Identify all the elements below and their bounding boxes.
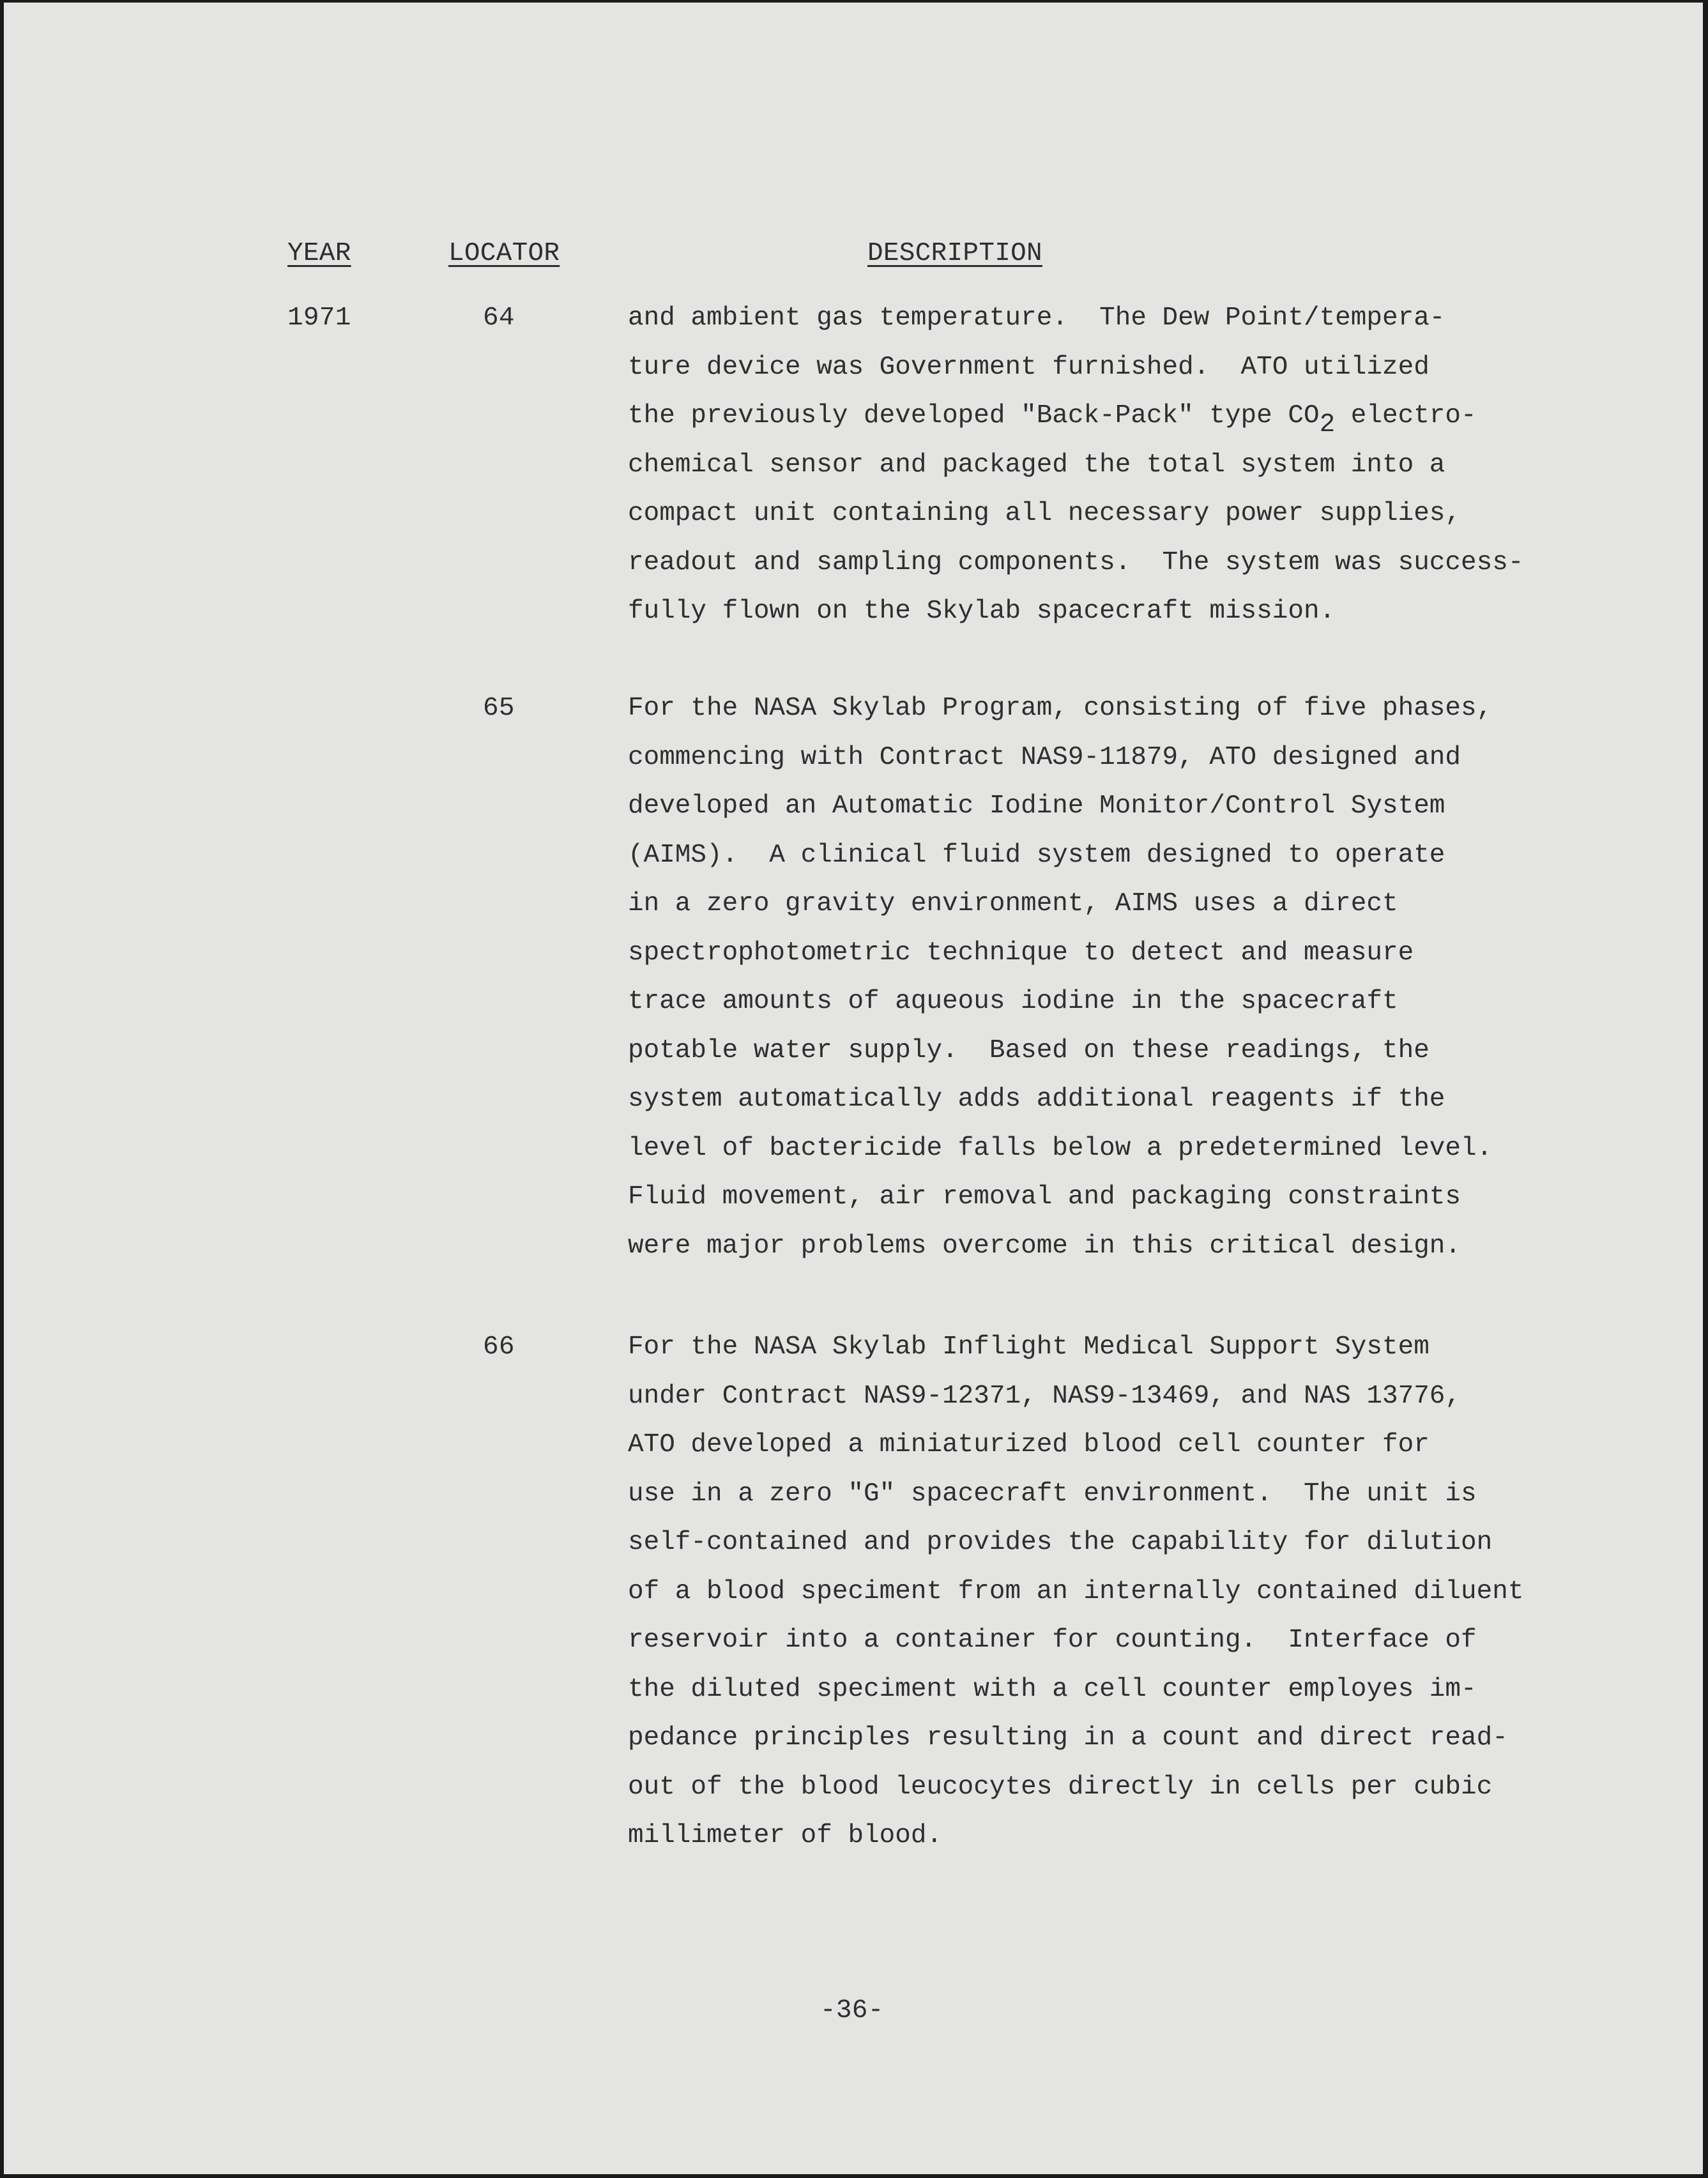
description-line: use in a zero "G" spacecraft environment. The unit is [628,1479,1477,1509]
description-line: (AIMS). A clinical fluid system designed to operate [628,840,1445,870]
description-line: spectrophotometric technique to detect and measure [628,938,1414,968]
entry-65-description [628,684,1492,1270]
description-line: the diluted speciment with a cell counter employes im- [628,1674,1477,1704]
description-line [628,392,1523,441]
description-line: For the NASA Skylab Inflight Medical Support System [628,1332,1430,1362]
locator-64: 64 [483,303,515,333]
subscript-text: 2 [1319,410,1336,439]
description-line: compact unit containing all necessary power supplies, [628,499,1461,528]
description-line: in a zero gravity environment, AIMS uses a direct [628,889,1398,918]
description-line: developed an Automatic Iodine Monitor/Control System [628,791,1445,821]
locator-66: 66 [483,1332,515,1362]
column-header-locator: LOCATOR [448,239,560,268]
description-line: were major problems overcome in this critical design. [628,1231,1461,1261]
description-line: trace amounts of aqueous iodine in the spacecraft [628,987,1398,1016]
entry-66-description [628,1323,1523,1861]
description-line: chemical sensor and packaged the total system into a [628,450,1445,480]
description-line: readout and sampling components. The system was success- [628,547,1524,577]
description-line: ture device was Government furnished. ATO utilized [628,352,1430,382]
entry-64-description [628,294,1523,636]
description-line: fully flown on the Skylab spacecraft mission. [628,597,1336,626]
description-line: level of bactericide falls below a predetermined level. [628,1133,1493,1163]
year-value: 1971 [287,303,351,333]
page-number: -36- [820,1996,884,2025]
description-line: potable water supply. Based on these readings, the [628,1035,1430,1065]
description-line: under Contract NAS9-12371, NAS9-13469, and NAS 13776, [628,1381,1461,1411]
column-header-year: YEAR [287,239,351,268]
column-header-description: DESCRIPTION [867,239,1042,268]
description-line: system automatically adds additional reagents if the [628,1085,1445,1114]
line-segment: electro- [1335,401,1477,430]
description-line: self-contained and provides the capability for dilution [628,1528,1493,1557]
description-line: pedance principles resulting in a count and direct read- [628,1723,1508,1753]
document-page [4,3,1703,2174]
description-line: For the NASA Skylab Program, consisting of five phases, [628,694,1493,723]
description-line: ATO developed a miniaturized blood cell counter for [628,1430,1430,1459]
description-line: Fluid movement, air removal and packaging constraints [628,1182,1461,1212]
line-segment: the previously developed "Back-Pack" type CO [628,401,1320,430]
description-line: reservoir into a container for counting. Interface of [628,1626,1477,1655]
description-line: of a blood speciment from an internally contained diluent [628,1576,1524,1606]
description-line: and ambient gas temperature. The Dew Point/tempera- [628,303,1445,333]
description-line: out of the blood leucocytes directly in cells per cubic [628,1772,1493,1802]
description-line: millimeter of blood. [628,1821,943,1850]
locator-65: 65 [483,694,515,723]
description-line: commencing with Contract NAS9-11879, ATO designed and [628,742,1461,772]
